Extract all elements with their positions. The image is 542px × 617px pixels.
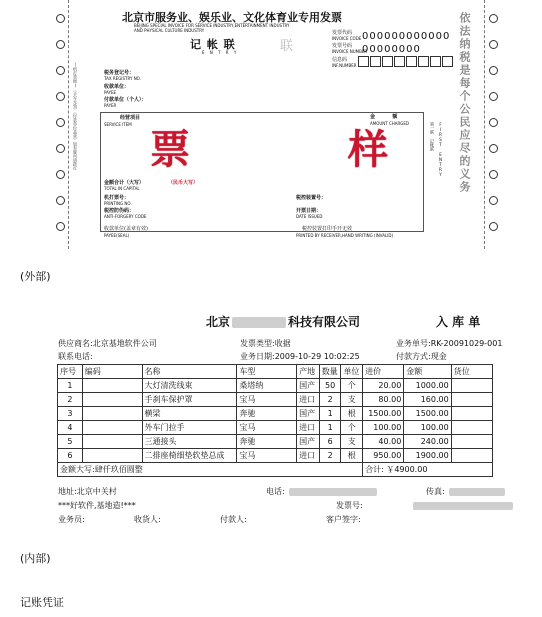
- perforation-hole: [56, 14, 65, 23]
- invoice-no-field: [336, 500, 513, 511]
- receiver-label: 收货人:: [134, 515, 161, 524]
- perforation-hole: [56, 196, 65, 205]
- cell-origin: 进口: [297, 393, 320, 407]
- total-label: 合计:: [365, 465, 384, 474]
- cell-price: 1500.00: [363, 407, 404, 421]
- company-name-suffix: 科技有限公司: [288, 315, 361, 329]
- cell-price: 100.00: [363, 421, 404, 435]
- perforation-line: [484, 0, 485, 249]
- slogan-note: ***好软件,基地造!***: [58, 501, 136, 510]
- table-header-row: [58, 365, 493, 379]
- cell-origin: 国产: [297, 379, 320, 393]
- perforation-hole: [489, 170, 498, 179]
- sample-stamp-right: 样: [348, 127, 388, 173]
- left-side-note: (机打票据)（手写无效）（付款单位盖章）如有疑问请拨打: [73, 62, 78, 170]
- invoice-number-label: 发票号码: [332, 43, 353, 49]
- invoice-title: 北京市服务业、娱乐业、文化体育业专用发票: [122, 11, 342, 24]
- biz-no-value: RK-20091029-001: [430, 339, 503, 348]
- redacted-invoice-no: [413, 502, 513, 510]
- cell-code: [82, 435, 142, 449]
- cell-loc: [451, 421, 492, 435]
- col-header: 序号: [58, 365, 83, 379]
- cell-price: 40.00: [363, 435, 404, 449]
- biz-date-label: 业务日期:: [240, 352, 275, 361]
- redacted-fax: [449, 488, 505, 496]
- perforation-hole: [489, 118, 498, 127]
- cell-model: 宝马: [237, 449, 297, 463]
- anti-forgery-label-en: ANTI-FORGERY CODE: [104, 214, 147, 219]
- tax-device-label: 税控装置号：: [296, 195, 327, 201]
- capital-label: 金额大写:: [60, 465, 95, 474]
- printing-no-label: 机打票号：: [104, 195, 130, 201]
- address-label: 地址:: [58, 487, 77, 496]
- fax-label: 传真:: [426, 487, 445, 496]
- biz-no-label: 业务单号:: [396, 339, 431, 348]
- company-name-prefix: 北京: [206, 315, 231, 329]
- amount-label: 金 额: [370, 114, 398, 120]
- address-value: 北京中关村: [76, 487, 117, 496]
- perforation-hole: [56, 66, 65, 75]
- cell-qty: 50: [319, 379, 341, 393]
- cell-no: 4: [58, 421, 83, 435]
- cell-amount: 100.00: [404, 421, 451, 435]
- cell-unit: 个: [341, 421, 363, 435]
- cell-unit: 个: [341, 379, 363, 393]
- tax-slogan: 依法纳税是每个公民应尽的义务: [458, 12, 471, 194]
- pay-method-field: [396, 351, 447, 362]
- invoice-number-value: 00000000: [362, 44, 421, 55]
- cell-amount: 160.00: [404, 393, 451, 407]
- pay-method-label: 付款方式:: [396, 352, 431, 361]
- table-row: [58, 435, 493, 449]
- cell-price: 80.00: [363, 393, 404, 407]
- invoice-subtitle-en-2: AND PHYSICAL CULTURE INDUSTRY: [134, 28, 205, 33]
- invoice-type-field: [240, 338, 291, 349]
- cell-no: 2: [58, 393, 83, 407]
- cell-amount: 1500.00: [404, 407, 451, 421]
- cell-origin: 国产: [297, 407, 320, 421]
- check-code-label: 信息码: [332, 57, 348, 63]
- perforation-hole: [489, 14, 498, 23]
- cell-model: 奔驰: [237, 435, 297, 449]
- copy-watermark: 联: [280, 39, 294, 54]
- cell-name: 大灯清洗线束: [142, 379, 237, 393]
- invoice-type-label: 发票类型:: [240, 339, 275, 348]
- col-header: 编码: [82, 365, 142, 379]
- supplier-value: 北京基地软件公司: [92, 339, 157, 348]
- contact-label: 联系电话:: [58, 352, 93, 361]
- biz-date-value: 2009-10-29 10:02:25: [274, 352, 360, 361]
- address-field: [58, 486, 117, 497]
- invoice-no-label: 发票号:: [336, 501, 363, 510]
- cell-amount: 1900.00: [404, 449, 451, 463]
- cell-unit: 支: [341, 435, 363, 449]
- cell-qty: 2: [319, 393, 341, 407]
- cell-qty: 6: [319, 435, 341, 449]
- cell-model: 宝马: [237, 421, 297, 435]
- biz-date-field: [240, 351, 360, 362]
- copy-label: 记 帐 联: [190, 38, 236, 51]
- perforation-hole: [56, 170, 65, 179]
- col-header: 车型: [237, 365, 297, 379]
- cell-code: [82, 421, 142, 435]
- table-total-row: [58, 463, 493, 477]
- cell-loc: [451, 407, 492, 421]
- date-issued-label-en: DATE ISSUED: [296, 214, 323, 219]
- cell-model: 桑塔纳: [237, 379, 297, 393]
- perforation-hole: [489, 40, 498, 49]
- perforation-hole: [489, 144, 498, 153]
- invoice-code-label: 发票代码: [332, 30, 353, 36]
- table-row: [58, 379, 493, 393]
- col-header: 金额: [404, 365, 451, 379]
- payee-seal-label-en: PAYEE(SEAL): [104, 233, 130, 238]
- perforation-hole: [56, 92, 65, 101]
- check-code-boxes: [358, 56, 453, 67]
- cell-origin: 国产: [297, 435, 320, 449]
- total-value: ￥4900.00: [386, 465, 428, 474]
- cell-name: 二排座椅细垫软垫总成: [142, 449, 237, 463]
- capital-cell: [58, 463, 363, 477]
- cell-no: 3: [58, 407, 83, 421]
- perforation-hole: [489, 196, 498, 205]
- redacted-phone: [289, 488, 377, 496]
- cell-model: 宝马: [237, 393, 297, 407]
- perforation-hole: [56, 222, 65, 231]
- left-tractor-strip: [52, 0, 68, 249]
- cell-code: [82, 379, 142, 393]
- perforation-hole: [56, 40, 65, 49]
- table-row: [58, 449, 493, 463]
- copy-side-label: 第一联 记帐联: [430, 122, 435, 151]
- right-tractor-strip: [485, 0, 501, 249]
- supplier-label: 供应商名:: [58, 339, 93, 348]
- col-header: 产地: [297, 365, 320, 379]
- cell-no: 5: [58, 435, 83, 449]
- cell-origin: 进口: [297, 421, 320, 435]
- perforation-hole: [56, 144, 65, 153]
- pay-method-value: 现金: [430, 352, 447, 361]
- invoice-number-label-en: INVOICE NUMBER: [332, 49, 368, 54]
- table-row: [58, 393, 493, 407]
- copy-side-label-en: FIRST ENTRY: [438, 122, 443, 177]
- clerk-label: 业务员:: [58, 515, 85, 524]
- total-cell: [363, 463, 493, 477]
- doc-title: 入 库 单: [436, 315, 481, 329]
- company-name: [206, 313, 360, 330]
- cell-price: 20.00: [363, 379, 404, 393]
- service-item-label: 经营项目: [120, 115, 141, 121]
- capital-value: 肆仟玖佰圆整: [94, 465, 143, 474]
- cell-name: 外车门拉手: [142, 421, 237, 435]
- supplier-field: [58, 338, 157, 349]
- redacted-company: [232, 317, 286, 328]
- invoice-code-value: 000000000000: [362, 31, 451, 42]
- cell-qty: 1: [319, 421, 341, 435]
- cell-loc: [451, 449, 492, 463]
- cell-no: 6: [58, 449, 83, 463]
- items-table: [57, 364, 493, 477]
- payer-label-en: PAYER: [104, 103, 117, 108]
- cell-amount: 1000.00: [404, 379, 451, 393]
- perforation-hole: [489, 92, 498, 101]
- invoice-type-value: 收据: [274, 339, 291, 348]
- perforation-hole: [489, 222, 498, 231]
- print-note: 税控装置打印手开无效: [302, 226, 353, 232]
- cell-amount: 240.00: [404, 435, 451, 449]
- perforation-hole: [489, 66, 498, 75]
- table-row: [58, 421, 493, 435]
- invoice-form: [52, 0, 501, 249]
- col-header: 数量: [319, 365, 341, 379]
- print-note-en: PRINTED BY RECEIVER,HAND WRITING (INVALID): [296, 233, 394, 238]
- anti-forgery-label: 税控防伪码：: [104, 208, 135, 214]
- cell-code: [82, 407, 142, 421]
- service-item-label-en: SERVICE ITEM: [104, 122, 132, 127]
- cell-loc: [451, 393, 492, 407]
- perforation-line: [68, 0, 69, 249]
- table-row: [58, 407, 493, 421]
- cell-name: 三通接头: [142, 435, 237, 449]
- cell-loc: [451, 379, 492, 393]
- caption-outer: (外部): [20, 270, 51, 283]
- cell-code: [82, 449, 142, 463]
- cell-name: 横梁: [142, 407, 237, 421]
- customer-sign-label: 客户签字:: [326, 515, 361, 524]
- phone-label: 电话:: [266, 487, 285, 496]
- payee-seal-label: 收款单位(盖章有效): [104, 226, 148, 232]
- col-header: 单位: [341, 365, 363, 379]
- copy-label-en: E N T R Y: [202, 50, 239, 55]
- printing-no-label-en: PRINTING NO.: [104, 201, 132, 206]
- date-issued-label: 开票日期：: [296, 208, 322, 214]
- tax-reg-label: 税务登记号：: [104, 70, 135, 76]
- cell-unit: 根: [341, 407, 363, 421]
- payee-label: 收款单位：: [104, 84, 130, 90]
- col-header: 货位: [451, 365, 492, 379]
- amount-label-en: AMOUNT CHARGED: [370, 121, 409, 126]
- cell-qty: 2: [319, 449, 341, 463]
- total-capital-stamp: （民币大写）: [168, 180, 199, 186]
- col-header: 进价: [363, 365, 404, 379]
- sample-stamp-left: 票: [150, 127, 190, 173]
- invoice-subtitle-en: BEIJING SPECIAL INVOICE FOR SERVICE INDUSTRY,ENTERTAINMENT INDUSTRY: [134, 23, 290, 28]
- cell-no: 1: [58, 379, 83, 393]
- payee-label-en: PAYEE: [104, 90, 117, 95]
- cell-code: [82, 393, 142, 407]
- caption-bottom: 记账凭证: [20, 596, 64, 609]
- check-code-label-en: INF.NUMBER: [332, 63, 357, 68]
- cell-unit: 根: [341, 449, 363, 463]
- biz-no-field: [396, 338, 502, 349]
- cell-origin: 进口: [297, 449, 320, 463]
- phone-field: [266, 486, 377, 497]
- payer-label: 付款单位（个人）：: [104, 97, 147, 103]
- total-capital-label-en: TOTAL IN CAPITAL: [104, 186, 140, 191]
- cell-model: 奔驰: [237, 407, 297, 421]
- tax-reg-label-en: TAX REGISTRY NO.: [104, 76, 141, 81]
- cell-name: 手刹车保护罩: [142, 393, 237, 407]
- caption-inner: (内部): [20, 552, 51, 565]
- cell-loc: [451, 435, 492, 449]
- col-header: 名称: [142, 365, 237, 379]
- total-capital-label: 金额合计（大写）: [104, 180, 145, 186]
- payer-sign-label: 付款人:: [220, 515, 247, 524]
- cell-unit: 支: [341, 393, 363, 407]
- invoice-code-label-en: INVOICE CODE: [332, 36, 362, 41]
- perforation-hole: [56, 118, 65, 127]
- fax-field: [426, 486, 505, 497]
- cell-price: 950.00: [363, 449, 404, 463]
- cell-qty: 1: [319, 407, 341, 421]
